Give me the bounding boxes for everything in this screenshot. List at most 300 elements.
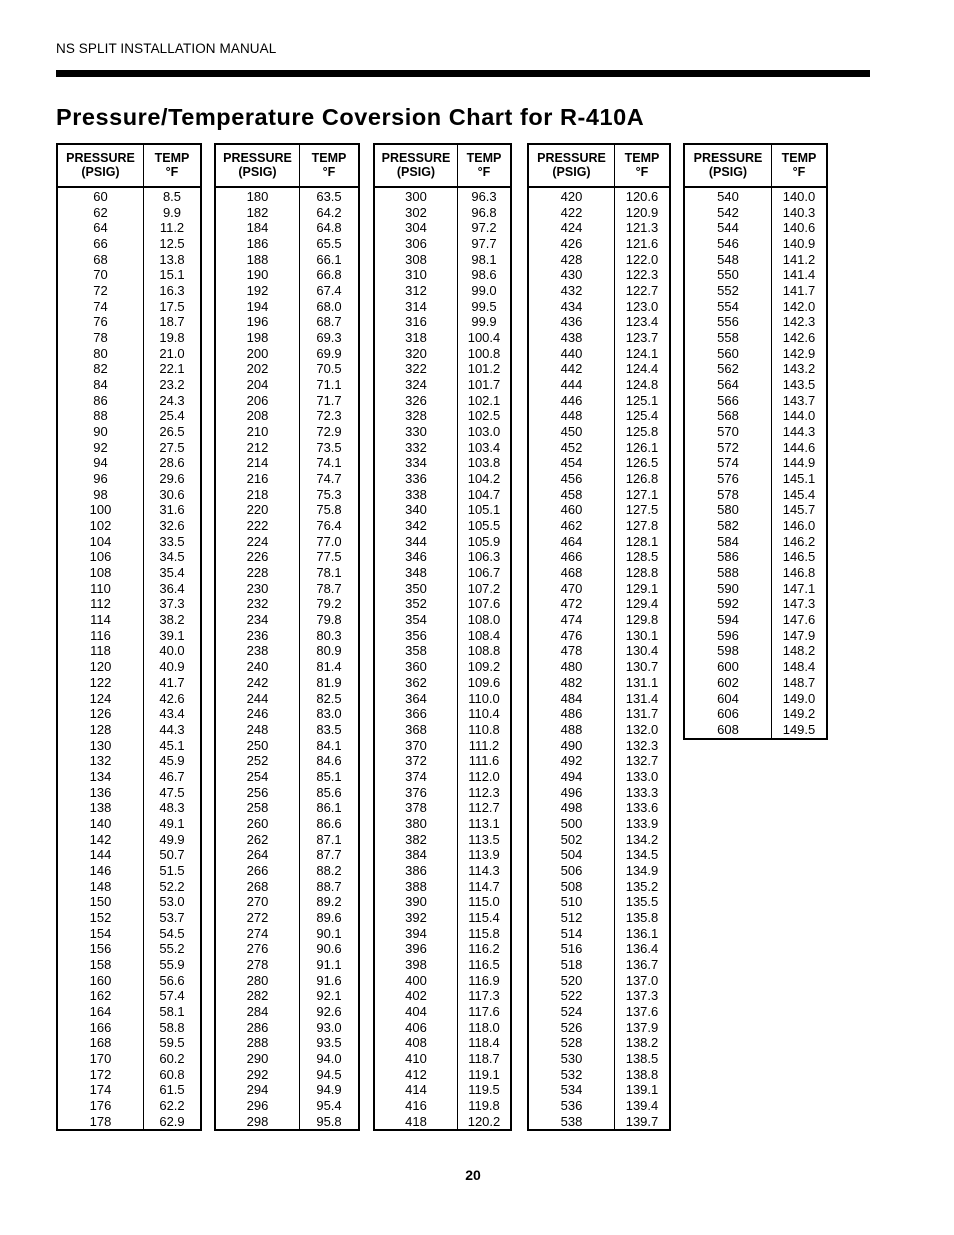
temp-cell: 100.4 <box>467 330 501 346</box>
temp-cell: 83.0 <box>316 706 342 722</box>
pressure-column <box>375 188 458 1129</box>
temp-cell: 132.3 <box>625 737 659 753</box>
temp-cell: 25.4 <box>159 408 185 424</box>
pressure-cell: 600 <box>717 659 739 675</box>
temp-cell: 134.5 <box>625 847 659 863</box>
temp-cell: 116.5 <box>468 956 500 972</box>
temp-cell: 127.5 <box>625 502 659 518</box>
pressure-cell: 418 <box>405 1113 427 1129</box>
temp-cell: 94.9 <box>316 1082 342 1098</box>
temp-cell: 143.5 <box>782 377 816 393</box>
pressure-cell: 184 <box>246 220 269 236</box>
temp-cell: 128.1 <box>625 533 659 549</box>
temp-cell: 120.9 <box>625 204 659 220</box>
pressure-cell: 216 <box>246 471 269 487</box>
pressure-cell: 364 <box>405 690 427 706</box>
table-body <box>375 188 510 1129</box>
pressure-cell: 142 <box>89 831 112 847</box>
pressure-cell: 436 <box>560 314 583 330</box>
pressure-cell: 568 <box>717 408 739 424</box>
temp-cell: 69.9 <box>316 345 342 361</box>
temp-cell: 121.6 <box>625 236 659 252</box>
pressure-cell: 136 <box>89 784 112 800</box>
pressure-cell: 130 <box>89 737 112 753</box>
temp-cell: 82.5 <box>316 690 342 706</box>
pressure-cell: 546 <box>717 236 739 252</box>
pressure-cell: 518 <box>560 956 583 972</box>
temp-cell: 98.1 <box>471 251 497 267</box>
pressure-cell: 516 <box>560 941 583 957</box>
pt-table-2 <box>214 143 360 1131</box>
pressure-cell: 402 <box>405 988 427 1004</box>
table-header <box>375 145 510 188</box>
temp-cell: 29.6 <box>159 471 185 487</box>
pressure-cell: 410 <box>405 1050 427 1066</box>
pressure-cell: 572 <box>717 439 739 455</box>
temp-cell: 106.7 <box>467 565 501 581</box>
pressure-cell: 200 <box>246 345 269 361</box>
temp-cell: 50.7 <box>159 847 185 863</box>
temp-cell: 71.7 <box>316 392 342 408</box>
pt-table-3 <box>373 143 512 1131</box>
pressure-cell: 318 <box>405 330 427 346</box>
pressure-cell: 550 <box>717 267 739 283</box>
temp-cell: 37.3 <box>159 596 185 612</box>
temp-cell: 76.4 <box>316 518 342 534</box>
pressure-header-label: PRESSURE <box>693 151 763 165</box>
pressure-cell: 82 <box>93 361 108 377</box>
temp-cell: 45.1 <box>159 737 185 753</box>
pressure-cell: 196 <box>246 314 269 330</box>
temp-cell: 145.4 <box>782 486 816 502</box>
pressure-column-header <box>375 145 458 186</box>
temp-cell: 117.6 <box>468 1003 500 1019</box>
temp-header-unit: °F <box>635 165 649 179</box>
pressure-column-header <box>529 145 615 186</box>
temp-cell: 55.2 <box>159 941 185 957</box>
temp-header-label: TEMP <box>781 151 817 165</box>
pressure-cell: 472 <box>560 596 583 612</box>
pressure-cell: 560 <box>717 345 739 361</box>
temp-cell: 149.5 <box>782 721 816 737</box>
pressure-cell: 422 <box>560 204 583 220</box>
pressure-column <box>529 188 615 1129</box>
temp-cell: 92.1 <box>316 988 342 1004</box>
pressure-cell: 170 <box>89 1050 112 1066</box>
temp-cell: 49.9 <box>159 831 185 847</box>
pressure-cell: 110 <box>90 580 111 596</box>
temp-cell: 19.8 <box>159 330 185 346</box>
pressure-cell: 368 <box>405 721 427 737</box>
pressure-cell: 166 <box>89 1019 112 1035</box>
pressure-cell: 256 <box>246 784 269 800</box>
pressure-cell: 480 <box>560 659 583 675</box>
temp-cell: 137.0 <box>625 972 659 988</box>
pressure-cell: 328 <box>405 408 427 424</box>
temp-cell: 44.3 <box>159 721 185 737</box>
pressure-cell: 542 <box>717 204 739 220</box>
pressure-cell: 562 <box>717 361 739 377</box>
pressure-cell: 158 <box>89 956 112 972</box>
temp-cell: 134.2 <box>625 831 659 847</box>
temp-cell: 125.1 <box>625 392 659 408</box>
pressure-cell: 204 <box>246 377 269 393</box>
temp-cell: 81.4 <box>316 659 342 675</box>
temp-cell: 96.3 <box>471 189 497 204</box>
pressure-cell: 558 <box>717 330 739 346</box>
pressure-cell: 526 <box>560 1019 583 1035</box>
temp-cell: 135.8 <box>625 909 659 925</box>
pressure-cell: 370 <box>405 737 427 753</box>
temp-cell: 85.1 <box>316 768 342 784</box>
pressure-cell: 604 <box>717 690 739 706</box>
pressure-cell: 528 <box>560 1035 583 1051</box>
pressure-cell: 594 <box>717 612 739 628</box>
temp-cell: 66.8 <box>316 267 342 283</box>
temp-cell: 118.4 <box>468 1035 500 1051</box>
pressure-cell: 336 <box>405 471 427 487</box>
pressure-cell: 202 <box>246 361 269 377</box>
temp-cell: 136.1 <box>625 925 659 941</box>
temp-cell: 91.6 <box>316 972 342 988</box>
temp-cell: 17.5 <box>159 298 185 314</box>
pressure-cell: 284 <box>246 1003 269 1019</box>
temp-cell: 120.6 <box>625 189 659 204</box>
pressure-cell: 122 <box>89 674 112 690</box>
pressure-cell: 490 <box>560 737 583 753</box>
pressure-cell: 308 <box>405 251 427 267</box>
pressure-cell: 80 <box>93 345 108 361</box>
temp-cell: 85.6 <box>316 784 342 800</box>
pressure-cell: 214 <box>246 455 269 471</box>
temp-cell: 115.8 <box>468 925 500 941</box>
pressure-cell: 62 <box>93 204 108 220</box>
temp-cell: 69.3 <box>316 330 342 346</box>
temp-cell: 129.1 <box>625 580 659 596</box>
pressure-cell: 154 <box>89 925 112 941</box>
pressure-cell: 138 <box>89 800 112 816</box>
temp-cell: 118.0 <box>468 1019 500 1035</box>
pressure-cell: 66 <box>93 236 108 252</box>
pressure-cell: 434 <box>560 298 583 314</box>
pressure-cell: 384 <box>405 847 427 863</box>
pressure-cell: 206 <box>246 392 269 408</box>
pressure-cell: 486 <box>560 706 583 722</box>
temp-cell: 107.6 <box>467 596 501 612</box>
temp-cell: 127.1 <box>625 486 659 502</box>
pressure-cell: 344 <box>405 533 427 549</box>
temp-cell: 68.7 <box>316 314 342 330</box>
temp-cell: 146.0 <box>782 518 816 534</box>
temp-cell: 148.2 <box>782 643 816 659</box>
pressure-cell: 468 <box>560 565 583 581</box>
temp-cell: 74.1 <box>316 455 342 471</box>
temp-cell: 136.4 <box>625 941 659 957</box>
temp-cell: 105.1 <box>467 502 501 518</box>
temp-cell: 104.2 <box>467 471 501 487</box>
temp-cell: 63.5 <box>316 189 342 204</box>
pressure-cell: 222 <box>246 518 269 534</box>
pressure-cell: 70 <box>93 267 108 283</box>
temp-cell: 110.8 <box>468 721 500 737</box>
pressure-cell: 260 <box>246 815 269 831</box>
pressure-cell: 334 <box>405 455 427 471</box>
pressure-cell: 504 <box>560 847 583 863</box>
temp-cell: 140.6 <box>782 220 816 236</box>
pressure-cell: 576 <box>717 471 739 487</box>
temp-cell: 33.5 <box>159 533 185 549</box>
temp-cell: 70.5 <box>316 361 342 377</box>
pressure-cell: 224 <box>246 533 269 549</box>
pressure-cell: 92 <box>93 439 108 455</box>
temp-cell: 142.3 <box>782 314 816 330</box>
pressure-cell: 454 <box>560 455 583 471</box>
header-manual-title: NS SPLIT INSTALLATION MANUAL <box>56 41 277 56</box>
pressure-cell: 208 <box>246 408 269 424</box>
pressure-cell: 584 <box>717 533 739 549</box>
temp-column <box>772 188 826 738</box>
temp-cell: 95.4 <box>316 1097 342 1113</box>
temp-cell: 86.1 <box>316 800 342 816</box>
temp-cell: 144.0 <box>782 408 816 424</box>
pressure-cell: 96 <box>93 471 108 487</box>
pressure-cell: 394 <box>405 925 427 941</box>
temp-cell: 27.5 <box>159 439 185 455</box>
temp-cell: 75.3 <box>316 486 342 502</box>
pressure-cell: 464 <box>560 533 583 549</box>
temp-cell: 103.0 <box>467 424 501 440</box>
temp-cell: 75.8 <box>316 502 342 518</box>
temp-cell: 139.1 <box>625 1082 659 1098</box>
temp-cell: 53.0 <box>159 894 185 910</box>
pressure-cell: 272 <box>246 909 269 925</box>
pressure-cell: 380 <box>405 815 427 831</box>
temp-cell: 46.7 <box>159 768 185 784</box>
table-body <box>216 188 358 1129</box>
pressure-cell: 280 <box>246 972 269 988</box>
temp-cell: 119.1 <box>468 1066 500 1082</box>
pressure-cell: 458 <box>560 486 583 502</box>
pressure-cell: 522 <box>560 988 583 1004</box>
pressure-cell: 306 <box>405 236 427 252</box>
pressure-cell: 366 <box>405 706 427 722</box>
temp-cell: 99.9 <box>471 314 497 330</box>
pressure-cell: 446 <box>560 392 583 408</box>
temp-cell: 79.8 <box>316 612 342 628</box>
pressure-cell: 556 <box>717 314 739 330</box>
temp-cell: 122.0 <box>625 251 659 267</box>
temp-cell: 147.1 <box>782 580 816 596</box>
pressure-cell: 392 <box>405 909 427 925</box>
pressure-column-header <box>58 145 144 186</box>
pressure-cell: 598 <box>717 643 739 659</box>
pressure-cell: 530 <box>560 1050 583 1066</box>
pressure-cell: 160 <box>89 972 112 988</box>
temp-cell: 126.8 <box>625 471 659 487</box>
temp-cell: 132.0 <box>625 721 659 737</box>
temp-cell: 114.3 <box>468 862 500 878</box>
temp-cell: 146.8 <box>782 565 816 581</box>
pressure-cell: 90 <box>93 424 108 440</box>
temp-header-label: TEMP <box>624 151 660 165</box>
temp-cell: 90.1 <box>316 925 342 941</box>
temp-cell: 109.6 <box>467 674 501 690</box>
temp-cell: 61.5 <box>159 1082 185 1098</box>
pressure-cell: 510 <box>560 894 583 910</box>
pressure-cell: 502 <box>560 831 583 847</box>
pressure-cell: 448 <box>560 408 583 424</box>
temp-cell: 137.9 <box>625 1019 659 1035</box>
temp-cell: 108.8 <box>467 643 501 659</box>
pressure-cell: 592 <box>717 596 739 612</box>
temp-cell: 111.2 <box>468 737 500 753</box>
pressure-cell: 470 <box>560 580 583 596</box>
pressure-cell: 220 <box>246 502 269 518</box>
temp-cell: 133.9 <box>625 815 659 831</box>
temp-cell: 113.5 <box>468 831 500 847</box>
pressure-cell: 290 <box>246 1050 269 1066</box>
table-header <box>216 145 358 188</box>
temp-cell: 40.0 <box>159 643 185 659</box>
pressure-cell: 314 <box>405 298 427 314</box>
temp-cell: 119.8 <box>468 1097 500 1113</box>
temp-cell: 130.4 <box>625 643 659 659</box>
temp-cell: 149.2 <box>782 706 816 722</box>
pressure-cell: 428 <box>560 251 583 267</box>
pressure-cell: 590 <box>717 580 739 596</box>
temp-cell: 108.4 <box>467 627 501 643</box>
temp-cell: 49.1 <box>159 815 185 831</box>
temp-cell: 97.7 <box>471 236 497 252</box>
pressure-cell: 250 <box>246 737 269 753</box>
temp-cell: 110.4 <box>468 706 500 722</box>
pressure-cell: 124 <box>89 690 112 706</box>
temp-cell: 56.6 <box>159 972 185 988</box>
pressure-cell: 538 <box>560 1113 583 1129</box>
temp-cell: 124.8 <box>625 377 659 393</box>
pressure-cell: 536 <box>560 1097 583 1113</box>
pressure-cell: 346 <box>405 549 427 565</box>
temp-cell: 112.7 <box>468 800 500 816</box>
temp-cell: 21.0 <box>159 345 185 361</box>
temp-cell: 11.2 <box>159 220 185 236</box>
pressure-cell: 390 <box>405 894 427 910</box>
pressure-cell: 198 <box>246 330 269 346</box>
temp-cell: 9.9 <box>162 204 182 220</box>
pressure-cell: 242 <box>246 674 269 690</box>
temp-cell: 96.8 <box>471 204 497 220</box>
pressure-cell: 412 <box>405 1066 427 1082</box>
pressure-cell: 300 <box>405 189 427 204</box>
pressure-cell: 156 <box>89 941 112 957</box>
temp-cell: 105.5 <box>467 518 501 534</box>
pressure-cell: 266 <box>246 862 269 878</box>
temp-cell: 119.5 <box>468 1082 500 1098</box>
pressure-cell: 406 <box>405 1019 427 1035</box>
pressure-cell: 582 <box>717 518 739 534</box>
temp-cell: 83.5 <box>316 721 342 737</box>
temp-cell: 67.4 <box>316 283 342 299</box>
temp-cell: 99.0 <box>471 283 497 299</box>
pressure-cell: 108 <box>89 565 112 581</box>
temp-cell: 66.1 <box>316 251 342 267</box>
temp-cell: 47.5 <box>159 784 185 800</box>
pressure-cell: 84 <box>93 377 108 393</box>
pressure-cell: 500 <box>560 815 583 831</box>
pressure-cell: 286 <box>246 1019 269 1035</box>
temp-cell: 71.1 <box>316 377 342 393</box>
pressure-cell: 94 <box>93 455 108 471</box>
pressure-cell: 296 <box>246 1097 269 1113</box>
temp-cell: 64.8 <box>316 220 342 236</box>
pressure-cell: 520 <box>560 972 583 988</box>
pressure-cell: 168 <box>89 1035 112 1051</box>
pressure-cell: 292 <box>246 1066 269 1082</box>
pressure-cell: 444 <box>560 377 583 393</box>
temp-cell: 138.5 <box>625 1050 659 1066</box>
pressure-cell: 262 <box>246 831 269 847</box>
pressure-cell: 134 <box>89 768 112 784</box>
temp-cell: 141.7 <box>782 283 816 299</box>
pressure-cell: 278 <box>246 956 269 972</box>
pressure-cell: 188 <box>246 251 269 267</box>
temp-cell: 128.8 <box>625 565 659 581</box>
pressure-cell: 426 <box>560 236 583 252</box>
pressure-header-unit: (PSIG) <box>81 165 120 179</box>
pressure-cell: 350 <box>405 580 427 596</box>
temp-cell: 144.3 <box>782 424 816 440</box>
temp-cell: 103.4 <box>467 439 501 455</box>
temp-cell: 146.5 <box>782 549 816 565</box>
pressure-cell: 240 <box>246 659 269 675</box>
temp-cell: 108.0 <box>467 612 501 628</box>
pressure-cell: 106 <box>89 549 112 565</box>
header-rule <box>56 70 870 77</box>
temp-cell: 24.3 <box>159 392 185 408</box>
pressure-cell: 358 <box>405 643 427 659</box>
pressure-cell: 126 <box>89 706 112 722</box>
temp-cell: 101.2 <box>467 361 501 377</box>
pressure-cell: 102 <box>89 518 112 534</box>
pressure-cell: 404 <box>405 1003 427 1019</box>
pressure-cell: 254 <box>246 768 269 784</box>
pressure-cell: 174 <box>89 1082 112 1098</box>
temp-cell: 23.2 <box>159 377 185 393</box>
pressure-cell: 462 <box>560 518 583 534</box>
pressure-cell: 304 <box>405 220 427 236</box>
pressure-cell: 456 <box>560 471 583 487</box>
pressure-cell: 194 <box>246 298 269 314</box>
temp-cell: 57.4 <box>159 988 185 1004</box>
pressure-cell: 442 <box>560 361 583 377</box>
pressure-cell: 450 <box>560 424 583 440</box>
temp-cell: 111.6 <box>468 753 500 769</box>
temp-cell: 131.7 <box>625 706 659 722</box>
temp-cell: 79.2 <box>316 596 342 612</box>
pressure-cell: 416 <box>405 1097 427 1113</box>
temp-header-unit: °F <box>322 165 336 179</box>
pressure-cell: 140 <box>89 815 112 831</box>
temp-cell: 80.3 <box>316 627 342 643</box>
pressure-cell: 88 <box>93 408 108 424</box>
pressure-cell: 112 <box>90 596 111 612</box>
temp-cell: 137.6 <box>625 1003 659 1019</box>
temp-cell: 60.8 <box>159 1066 185 1082</box>
pt-table-4 <box>527 143 671 1131</box>
temp-cell: 110.0 <box>468 690 500 706</box>
temp-cell: 62.2 <box>159 1097 185 1113</box>
temp-column-header <box>772 145 826 186</box>
